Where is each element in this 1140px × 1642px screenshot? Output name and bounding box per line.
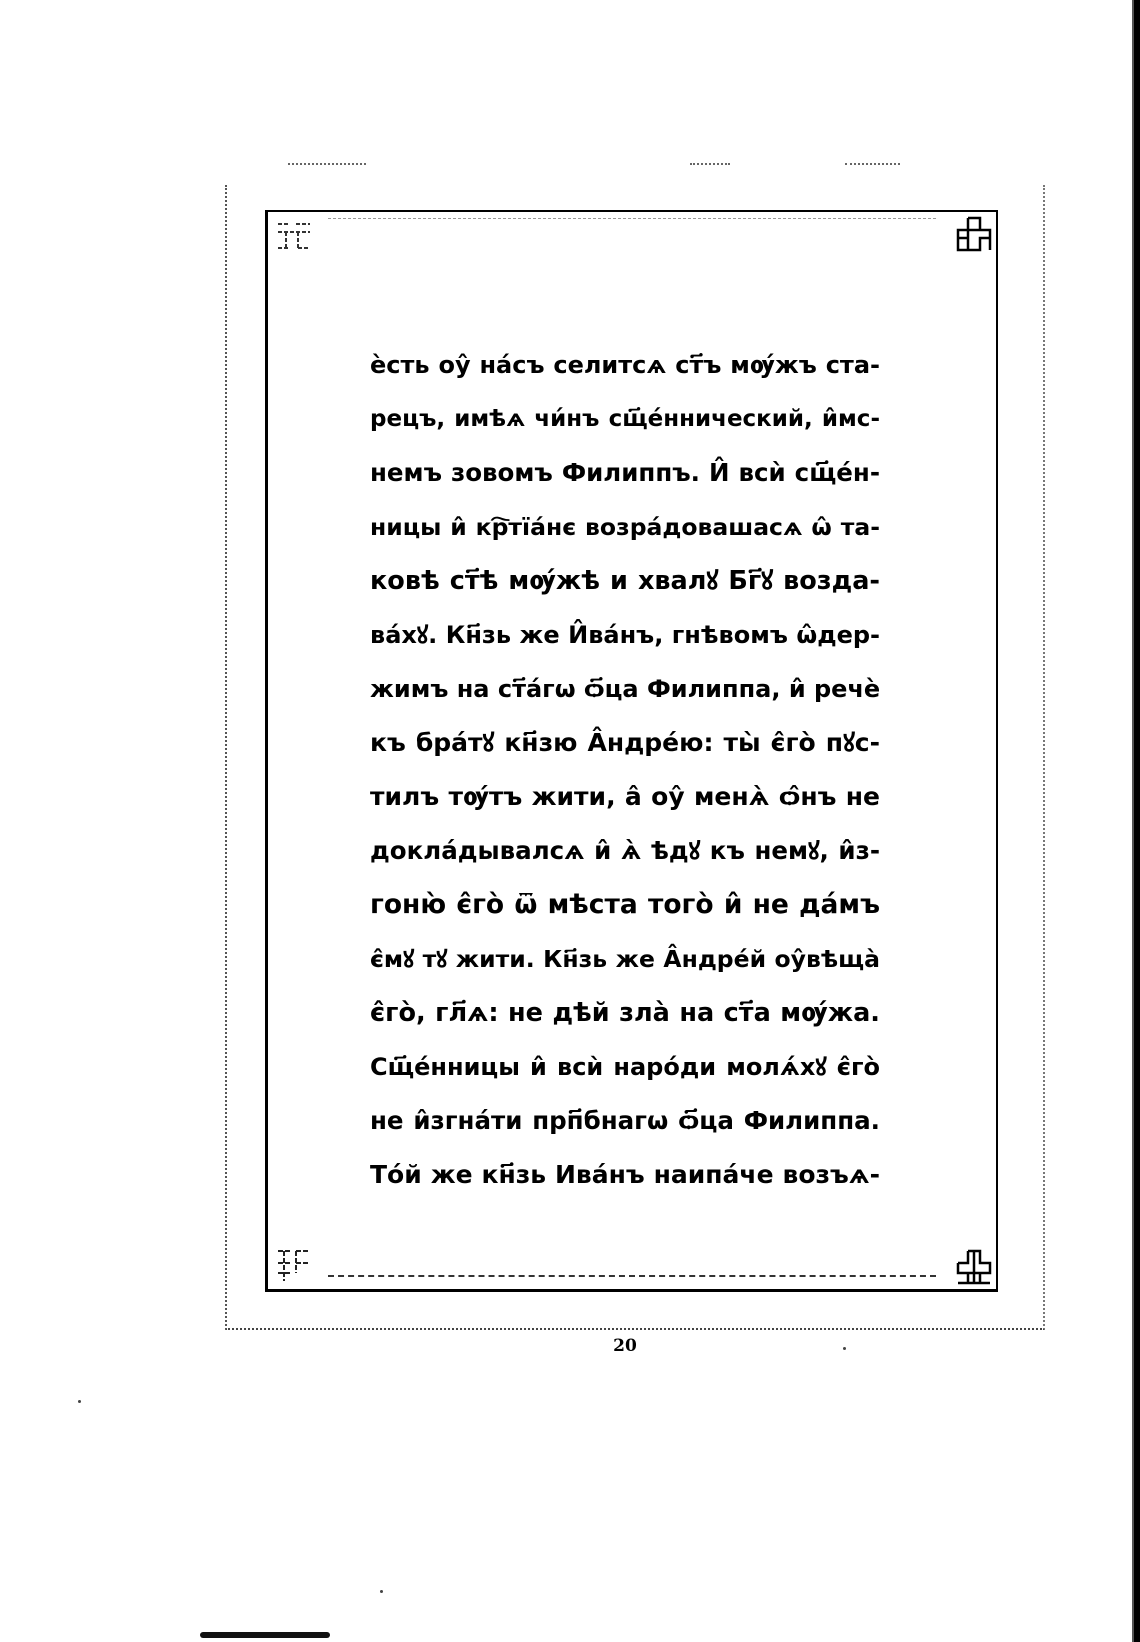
- inner-rule-bottom: [328, 1275, 936, 1277]
- text-line: ѐсть оу̂ на́съ селитсѧ ст҃ъ мѹ́жъ ста-: [370, 351, 880, 379]
- page-number: 20: [613, 1336, 637, 1356]
- dotted-rule: [690, 163, 730, 167]
- text-line: рецъ, имѣѧ чи́нъ сщ҃е́ннический, и̂мс-: [370, 406, 880, 432]
- text-line: не и̂згна́ти прп҃бнагѡ ѻ҃ца Филиппа.: [370, 1106, 880, 1135]
- text-line: є̂мꙋ тꙋ жити. Кн҃зь же А̂ндре́й оу̂вѣща̀: [370, 945, 880, 973]
- corner-ornament-icon: [276, 1247, 312, 1283]
- corner-ornament-icon: [956, 216, 992, 252]
- scan-mark: [200, 1632, 330, 1638]
- text-line: гоню̀ є̂го̀ ѿ мѣста того̀ и̂ не да́мъ: [370, 889, 880, 920]
- text-line: жимъ на ст҃а́гѡ ѻ҃ца Филиппа, и̂ речѐ: [370, 675, 881, 703]
- text-line: Сщ҃е́нницы и̂ всѝ наро́ди молѧ́хꙋ є̂го̀: [370, 1053, 880, 1081]
- text-line: немъ зовомъ Филиппъ. И̂ всѝ сщ҃е́н-: [370, 458, 880, 487]
- dotted-rule: [845, 163, 900, 167]
- corner-ornament-icon: [956, 1249, 992, 1285]
- text-line: тилъ тѹ́тъ жити, а̂ оу̂ менѧ̀ ѻ̂нъ не: [370, 782, 880, 811]
- dotted-rule: [288, 163, 366, 167]
- text-line: къ бра́тꙋ кн҃зю А̂ндре́ю: ты̀ є̂го̀ пꙋс-: [370, 728, 880, 757]
- corner-ornament-icon: [276, 218, 312, 254]
- text-line: докла́дывалсѧ и̂ ѧ̀ ѣдꙋ къ немꙋ, и̂з-: [370, 836, 880, 865]
- church-slavonic-text: [370, 338, 880, 1202]
- scan-edge: [1134, 0, 1140, 1642]
- text-line: То́й же кн҃зь Ива́нъ наипа́че возъѧ-: [370, 1160, 880, 1189]
- text-line: ковѣ ст҃ѣ мѹ́жѣ и хвалꙋ Бг҃ꙋ возда-: [370, 566, 880, 596]
- text-line: є̂го̀, гл҃ѧ: не дѣй зла̀ на ст҃а мѹ́жа.: [370, 998, 880, 1028]
- text-line: ва́хꙋ. Кн҃зь же И̂ва́нъ, гнѣвомъ ѡ̂дер-: [370, 621, 880, 649]
- text-line: ницы и̂ кр҇тїа́нє возра́довашасѧ ѡ̂ та-: [370, 513, 880, 541]
- scan-speck: [843, 1347, 846, 1350]
- inner-rule-top: [328, 218, 936, 219]
- scan-speck: [78, 1400, 81, 1403]
- scan-speck: [380, 1590, 383, 1593]
